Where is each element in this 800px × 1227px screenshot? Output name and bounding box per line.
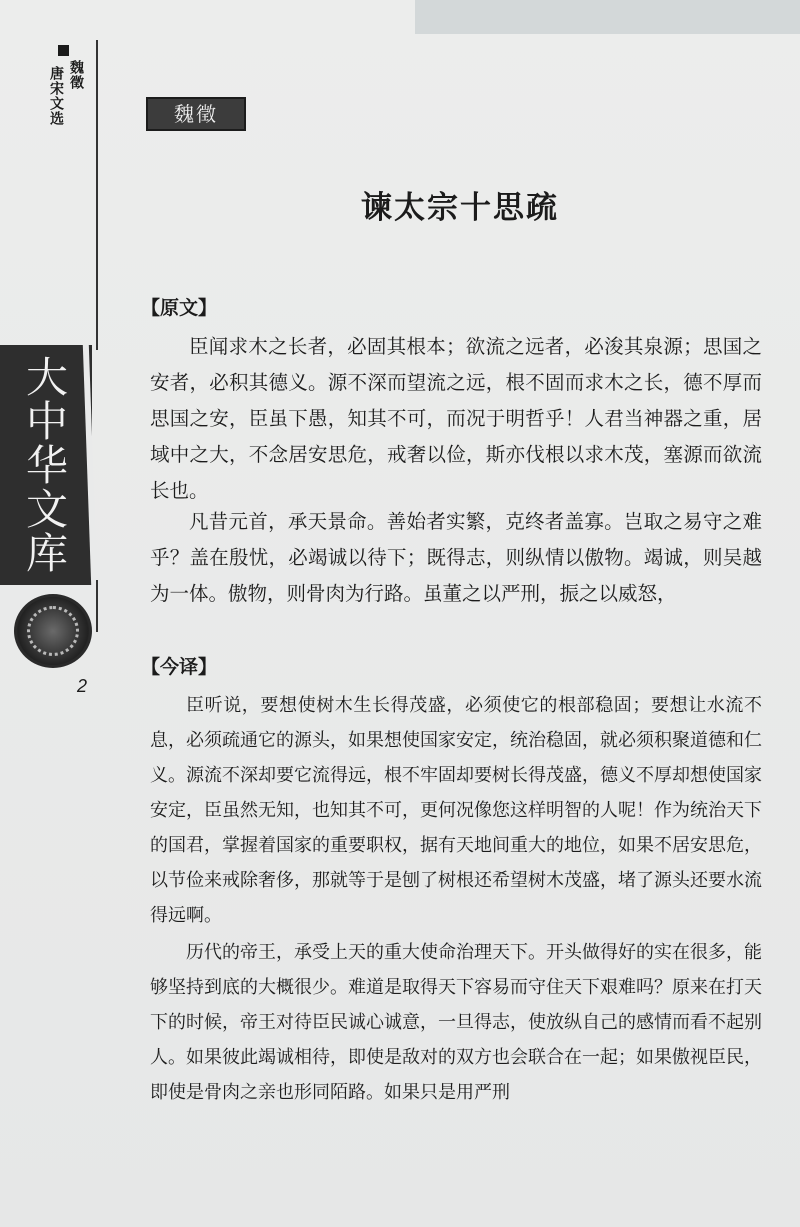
essay-title: 谏太宗十思疏 bbox=[361, 190, 559, 226]
running-head-collection: 唐宋文选 bbox=[48, 66, 64, 126]
page-number: 2 bbox=[77, 676, 88, 696]
sidebar-divider bbox=[96, 40, 98, 350]
top-edge-band bbox=[415, 0, 800, 34]
dragon-seal-icon bbox=[14, 594, 92, 668]
translation-paragraph: 历代的帝王，承受上天的重大使命治理天下。开头做得好的实在很多，能够坚持到底的大概很少。难道是取得天下容易而守住天下艰难吗？原来在打天下的时候，帝王对待臣民诚心诚意，一旦得志，使放纵自己的感情而看不起别人。如果彼此竭诚相待，即使是敌对的双方也会联合在一起；如果傲视臣民，即使是骨肉之亲也形同陌路。如果只是用严刑 bbox=[150, 942, 762, 1103]
original-paragraph: 凡昔元首，承天景命。善始者实繁，克终者盖寡。岂取之易守之难乎？盖在殷忧，必竭诚以待下；既得志，则纵情以傲物。竭诚，则吴越为一体。傲物，则骨肉为行路。虽董之以严刑，振之以威怒， bbox=[150, 510, 762, 605]
translation-paragraph: 臣听说，要想使树木生长得茂盛，必须使它的根部稳固；要想让水流不息，必须疏通它的源头，如果想使国家安定，统治稳固，就必须积聚道德和仁义。源流不深却要它流得远，根不牢固却要树长得茂盛，德义不厚却想使国家安定，臣虽然无知，也知其不可，更何况像您这样明智的人呢！作为统治天下的国君，掌握着国家的重要职权，据有天地间重大的地位，如果不居安思危，以节俭来戒除奢侈，那就等于是刨了树根还希望树木茂盛，堵了源头还要水流得远啊。 bbox=[150, 695, 762, 926]
section-heading-original: 【原文】 bbox=[141, 297, 218, 319]
original-paragraph: 臣闻求木之长者，必固其根本；欲流之远者，必浚其泉源；思国之安者，必积其德义。源不深而望流之远，根不固而求木之长，德不厚而思国之安，臣虽下愚，知其不可，而况于明哲乎！人君当神器之重，居域中之大，不念居安思危，戒奢以俭，斯亦伐根以求木茂，塞源而欲流长也。 bbox=[150, 335, 762, 502]
sidebar-divider-lower bbox=[96, 580, 98, 632]
section-heading-translation: 【今译】 bbox=[141, 656, 218, 678]
author-tag: 魏徵 bbox=[146, 97, 246, 131]
series-marker-square bbox=[58, 45, 69, 56]
library-name: 大中华文库 bbox=[20, 355, 69, 575]
running-head-author: 魏徵 bbox=[68, 60, 84, 90]
